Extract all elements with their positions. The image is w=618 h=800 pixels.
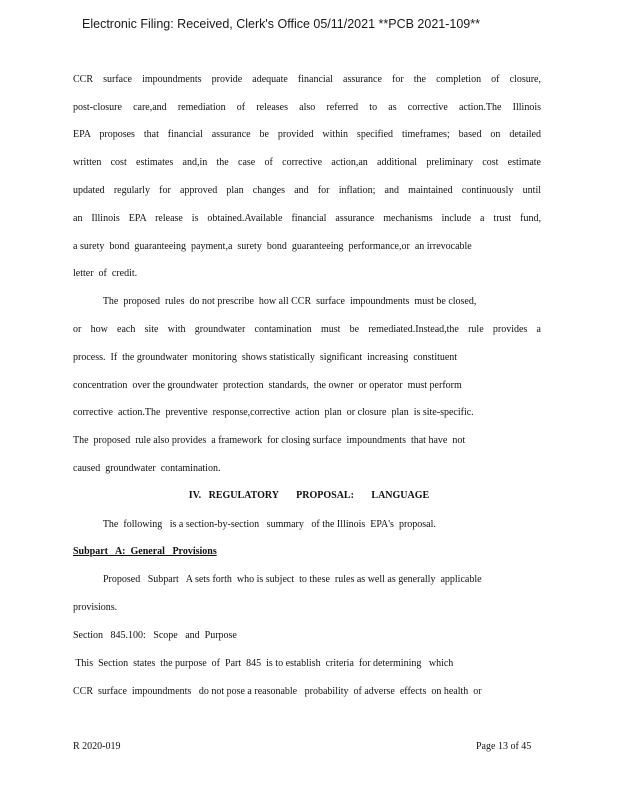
paragraph-line: provisions. xyxy=(73,602,118,613)
paragraph-line: caused groundwater contamination. xyxy=(73,463,221,474)
filing-stamp: Electronic Filing: Received, Clerk's Office 05/11/2021 **PCB 2021-109** xyxy=(82,17,480,31)
paragraph-line: corrective action.The preventive response,corrective action plan or closure plan is site-specific. xyxy=(73,407,474,418)
paragraph-line: This Section states the purpose of Part 845 is to establish criteria for determining which xyxy=(73,658,454,669)
paragraph-line: updated regularly for approved plan changes and for inflation; and maintained continuously until xyxy=(73,185,541,196)
paragraph-line: CCR surface impoundments do not pose a reasonable probability of adverse effects on health or xyxy=(73,686,482,697)
paragraph-line: process. If the groundwater monitoring shows statistically significant increasing constituent xyxy=(73,352,458,363)
section-heading: IV. REGULATORY PROPOSAL: LANGUAGE xyxy=(188,490,430,501)
docket-number: R 2020-019 xyxy=(73,741,121,752)
paragraph-line: Proposed Subpart A sets forth who is subject to these rules as well as generally applicable xyxy=(73,574,482,585)
paragraph-line: EPA proposes that financial assurance be provided within specified timeframes; based on detailed xyxy=(73,129,541,140)
section-label: Section 845.100: Scope and Purpose xyxy=(73,630,237,641)
paragraph-line: a surety bond guaranteeing payment,a surety bond guaranteeing performance,or an irrevocable xyxy=(73,241,472,252)
subpart-heading: Subpart A: General Provisions xyxy=(73,546,217,557)
paragraph-line: The proposed rule also provides a framework for closing surface impoundments that have not xyxy=(73,435,466,446)
paragraph-line: an Illinois EPA release is obtained.Available financial assurance mechanisms include a trust fund, xyxy=(73,213,541,224)
paragraph-line: CCR surface impoundments provide adequate financial assurance for the completion of closure, xyxy=(73,74,541,85)
paragraph-line: written cost estimates and,in the case of corrective action,an additional preliminary cost estimate xyxy=(73,157,541,168)
intro-line: The following is a section-by-section summary of the Illinois EPA's proposal. xyxy=(73,519,436,530)
paragraph-line: The proposed rules do not prescribe how all CCR surface impoundments must be closed, xyxy=(73,296,477,307)
paragraph-line: letter of credit. xyxy=(73,268,138,279)
paragraph-line: or how each site with groundwater contamination must be remediated.Instead,the rule provides a xyxy=(73,324,541,335)
paragraph-line: concentration over the groundwater protection standards, the owner or operator must perform xyxy=(73,380,462,391)
page-number: Page 13 of 45 xyxy=(476,741,532,752)
paragraph-line: post-closure care,and remediation of releases also referred to as corrective action.The Illinois xyxy=(73,102,541,113)
